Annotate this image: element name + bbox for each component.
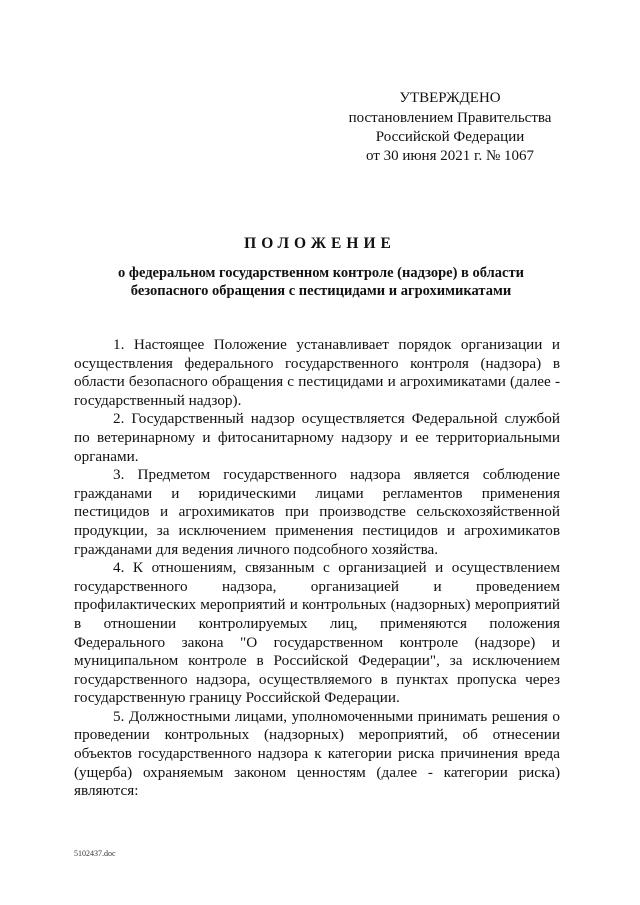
paragraph-3: 3. Предметом государственного надзора является соблюдение гражданами и юридическими лицами регламентов применения пестицидов и агрохимикатов при производстве сельскохозяйственной продукции, за исключением применения пестицидов и агрохимикатов гражданами для ведения личного подсобного хозяйства. [74, 466, 560, 558]
approval-stamp [340, 89, 560, 166]
file-name-footer: 5102437.doc [74, 849, 116, 858]
document-title: ПОЛОЖЕНИЕ [244, 235, 396, 252]
paragraph-4: 4. К отношениям, связанным с организацией и осуществлением государственного надзора, организацией и проведением профилактических мероприятий и контрольных (надзорных) мероприятий в отношении контролируемых лиц, применяются положения Федерального закона "О государственном контроле (надзоре) и муниципальном контроле в Российской Федерации", за исключением государственного надзора, осуществляемого в пунктах пропуска через государственную границу Российской Федерации. [74, 559, 560, 707]
paragraph-5: 5. Должностными лицами, уполномоченными принимать решения о проведении контрольных (надзорных) мероприятий, об отнесении объектов государственного надзора к категории риска причинения вреда (ущерба) охраняемым законом ценностям (далее - категории риска) являются: [74, 707, 560, 800]
approval-heading: УТВЕРЖДЕНО [399, 90, 501, 106]
approval-line-government: Российской Федерации [375, 129, 525, 145]
document-subtitle: о федеральном государственном контроле (надзоре) в области безопасного обращения с пестицидами и агрохимикатами [118, 265, 524, 299]
approval-line-date-number: от 30 июня 2021 г. № 1067 [365, 148, 535, 164]
document-body [74, 336, 560, 801]
approval-line-decree: постановлением Правительства [348, 110, 552, 126]
paragraph-1: 1. Настоящее Положение устанавливает порядок организации и осуществления федерального государственного контроля (надзора) в области безопасного обращения с пестицидами и агрохимикатами (далее - государственный надзор). [74, 336, 560, 409]
paragraph-2: 2. Государственный надзор осуществляется Федеральной службой по ветеринарному и фитосанитарному надзору и ее территориальными органами. [74, 410, 560, 465]
